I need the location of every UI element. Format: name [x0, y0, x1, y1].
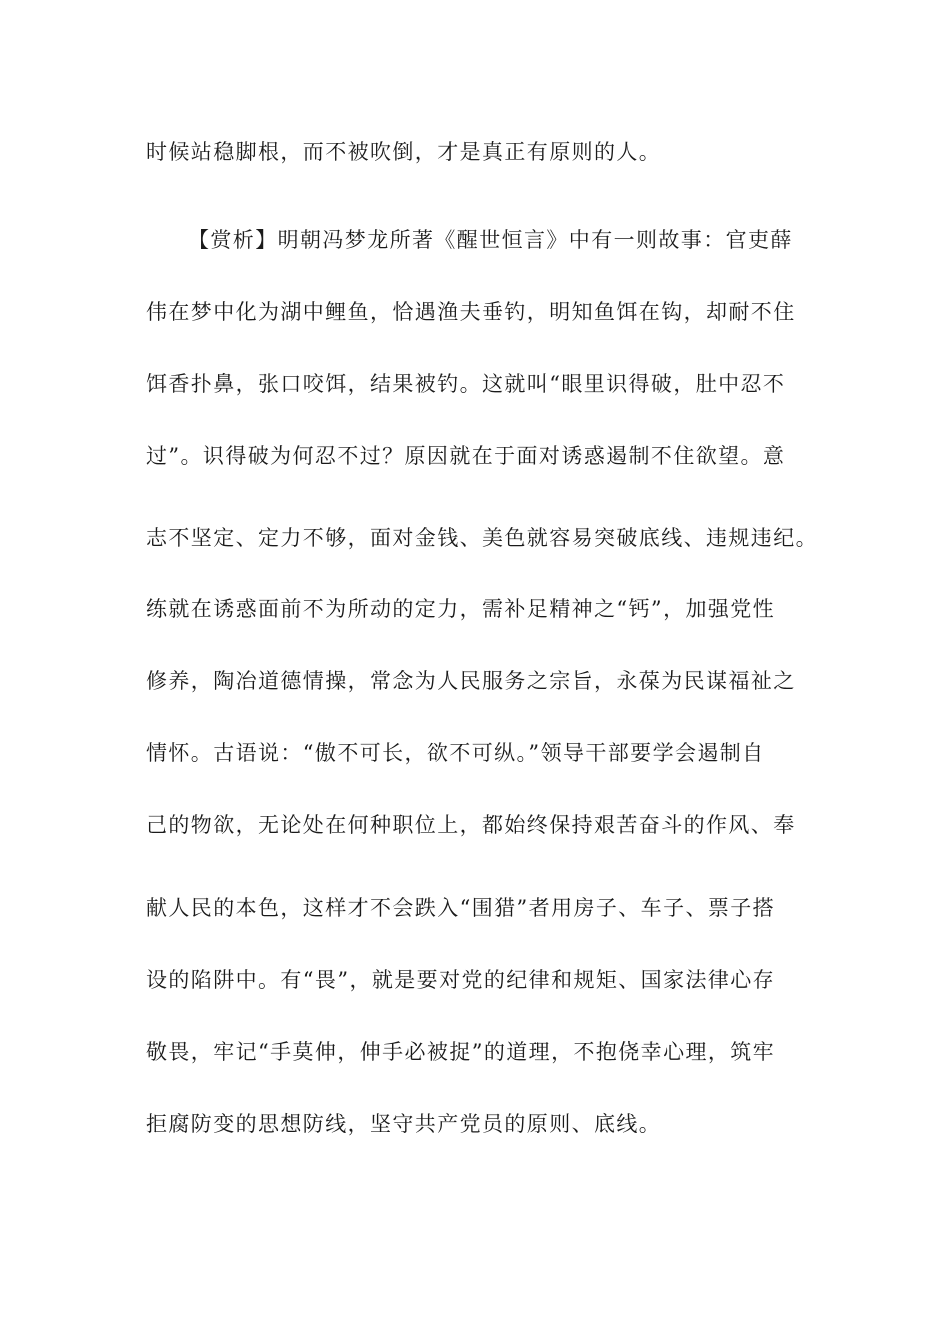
- paragraph-2-line-4: 过”。识得破为何忍不过？原因就在于面对诱惑遏制不住欲望。意: [146, 444, 786, 468]
- paragraph-2-line-3: 饵香扑鼻，张口咬饵，结果被钓。这就叫“眼里识得破，肚中忍不: [146, 372, 786, 396]
- paragraph-2-line-11: 设的陷阱中。有“畏”，就是要对党的纪律和规矩、国家法律心存: [146, 968, 776, 992]
- paragraph-2-line-7: 修养，陶冶道德情操，常念为人民服务之宗旨，永葆为民谋福祉之: [146, 669, 796, 693]
- paragraph-2-line-8: 情怀。古语说：“傲不可长，欲不可纵。”领导干部要学会遏制自: [146, 741, 765, 765]
- paragraph-2-line-9: 己的物欲，无论处在何种职位上，都始终保持艰苦奋斗的作风、奉: [146, 813, 796, 837]
- paragraph-2-line-13: 拒腐防变的思想防线，坚守共产党员的原则、底线。: [146, 1112, 662, 1136]
- paragraph-2-line-2: 伟在梦中化为湖中鲤鱼，恰遇渔夫垂钓，明知鱼饵在钩，却耐不住: [146, 300, 796, 324]
- paragraph-2-line-10: 献人民的本色，这样才不会跌入“围猎”者用房子、车子、票子搭: [146, 896, 776, 920]
- paragraph-2-line-1: 【赏析】明朝冯梦龙所著《醒世恒言》中有一则故事：官吏薛: [188, 228, 793, 252]
- paragraph-2-line-6: 练就在诱惑面前不为所动的定力，需补足精神之“钙”，加强党性: [146, 597, 776, 621]
- paragraph-2-line-12: 敬畏，牢记“手莫伸，伸手必被捉”的道理，不抱侥幸心理，筑牢: [146, 1040, 776, 1064]
- paragraph-2-line-5: 志不坚定、定力不够，面对金钱、美色就容易突破底线、违规违纪。: [146, 526, 818, 550]
- paragraph-1-line-1: 时候站稳脚根，而不被吹倒，才是真正有原则的人。: [146, 140, 662, 164]
